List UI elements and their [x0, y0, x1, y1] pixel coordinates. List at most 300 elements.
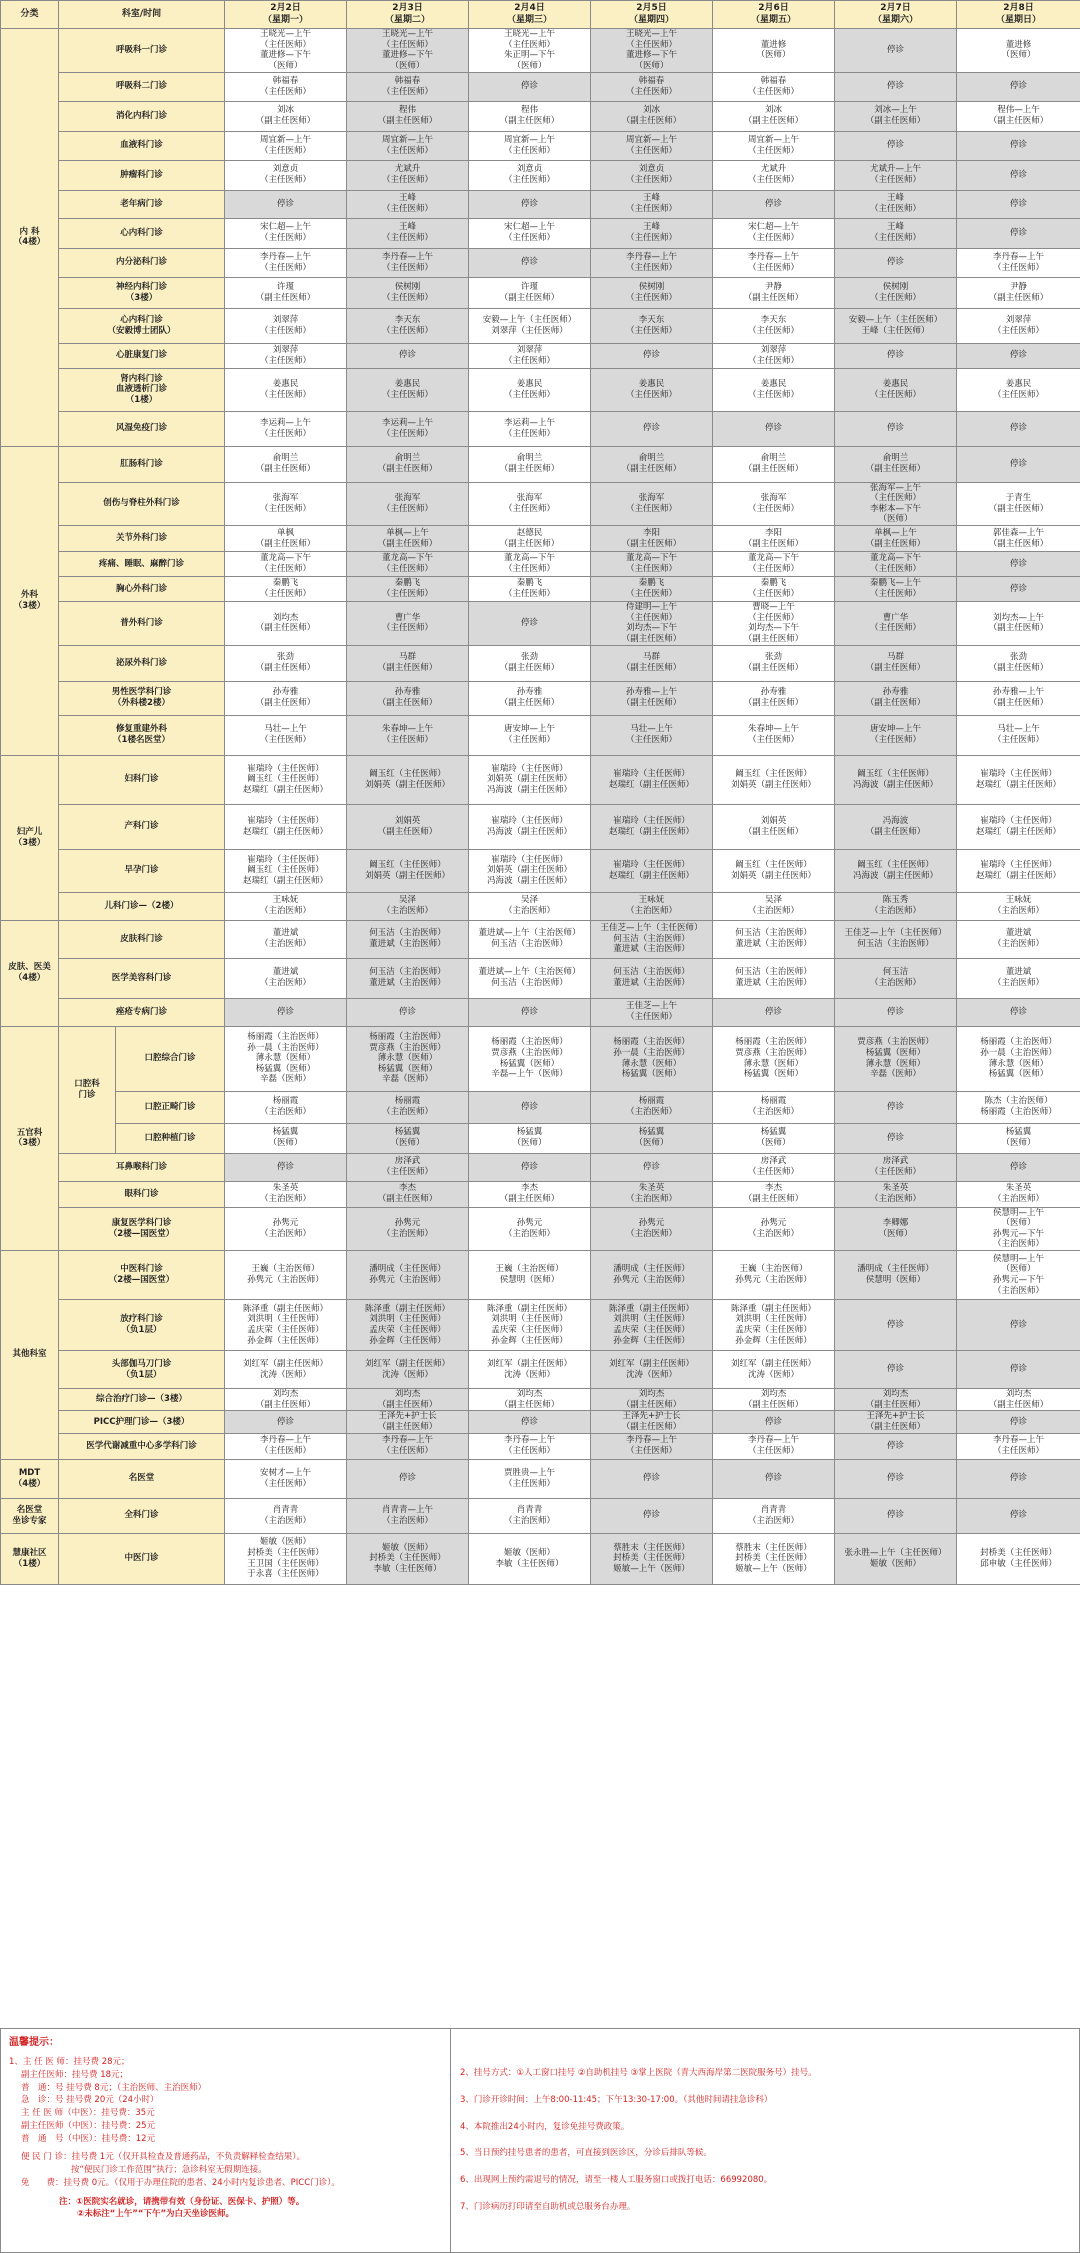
schedule-cell: 停诊 [469, 248, 591, 277]
schedule-cell: 何玉洁（主治医师） 董进斌（主治医师） [713, 958, 835, 998]
col-day: 2月5日 （星期四） [591, 1, 713, 29]
schedule-cell: 肖青青—上午 （主治医师） [347, 1498, 469, 1533]
schedule-cell: 杨猛翼 （医师） [713, 1123, 835, 1153]
schedule-cell: 刘翠萍 （主任医师） [469, 343, 591, 368]
schedule-cell: 停诊 [347, 343, 469, 368]
table-row [1, 131, 1080, 160]
schedule-cell: 董进斌—上午（主治医师） 何玉洁（主治医师） [469, 958, 591, 998]
schedule-cell: 刘翠萍 （主任医师） [225, 308, 347, 343]
dept-name: 中医科门诊 （2楼—国医堂） [59, 1251, 225, 1300]
notes-panel [0, 2028, 1080, 2253]
schedule-cell: 姜惠民 （主任医师） [469, 368, 591, 411]
schedule-cell: 崔瑞玲（主任医师） 阚玉红（主任医师） 赵瑞红（副主任医师） [225, 755, 347, 804]
table-row [1, 1026, 1080, 1091]
schedule-cell: 陈玉秀 （主治医师） [835, 892, 957, 920]
schedule-cell: 秦鹏飞 （主任医师） [469, 577, 591, 602]
table-row [1, 755, 1080, 804]
schedule-cell: 潘明成（主任医师） 孙隽元（主治医师） [591, 1251, 713, 1300]
schedule-cell: 停诊 [957, 1459, 1080, 1498]
schedule-cell: 孙寿雅—上午 （副主任医师） [591, 681, 713, 715]
schedule-cell: 董进修 （医师） [713, 29, 835, 73]
schedule-cell: 杨丽霞（主治医师） 贾彦燕（主治医师） 杨猛翼（医师） 辛磊—上午（医师） [469, 1026, 591, 1091]
table-row [1, 1459, 1080, 1498]
schedule-cell: 刘冰 （副主任医师） [713, 101, 835, 131]
registration-notes [452, 2029, 1079, 2252]
dept-name: 胸心外科门诊 [59, 577, 225, 602]
schedule-cell: 杨猛翼 （医师） [957, 1123, 1080, 1153]
schedule-cell: 宋仁超—上午 （主任医师） [713, 218, 835, 248]
schedule-cell: 刘均杰 （副主任医师） [835, 1389, 957, 1411]
table-row [1, 1300, 1080, 1351]
schedule-cell: 俞明兰 （副主任医师） [225, 446, 347, 482]
schedule-cell: 秦鹏飞 （主任医师） [225, 577, 347, 602]
schedule-cell: 崔瑞玲（主任医师） 刘娟英（副主任医师） 冯海波（副主任医师） [469, 755, 591, 804]
schedule-cell: 潘明成（主任医师） 侯慧明（医师） [835, 1251, 957, 1300]
schedule-cell: 贾胜贵—上午 （主任医师） [469, 1459, 591, 1498]
schedule-cell: 周宜新—上午 （主任医师） [225, 131, 347, 160]
table-row [1, 29, 1080, 73]
col-day: 2月2日 （星期一） [225, 1, 347, 29]
schedule-cell: 停诊 [225, 1153, 347, 1181]
schedule-cell: 李丹春—上午 （主任医师） [347, 1433, 469, 1459]
schedule-cell: 程伟—上午 （副主任医师） [957, 101, 1080, 131]
schedule-cell: 曹晓—上午 （主任医师） 刘均杰—下午 （副主任医师） [713, 602, 835, 646]
schedule-cell: 冯海波 （副主任医师） [835, 804, 957, 849]
schedule-cell: 姬敏（医师） 封桥美（主任医师） 王卫国（主任医师） 于永喜（主任医师） [225, 1533, 347, 1584]
schedule-cell: 陈杰（主治医师） 杨丽霞（主治医师） [957, 1091, 1080, 1123]
schedule-cell: 停诊 [957, 343, 1080, 368]
table-row [1, 482, 1080, 526]
col-day: 2月3日 （星期二） [347, 1, 469, 29]
schedule-cell: 停诊 [713, 411, 835, 446]
schedule-cell: 刘翠萍 （主任医师） [225, 343, 347, 368]
schedule-cell: 尤斌升—上午 （主任医师） [835, 160, 957, 190]
schedule-cell: 李丹春—上午 （主任医师） [957, 248, 1080, 277]
schedule-cell: 朱圣英 （主治医师） [835, 1181, 957, 1207]
schedule-cell: 周宜新—上午 （主任医师） [713, 131, 835, 160]
schedule-cell: 唐安坤—上午 （主任医师） [835, 715, 957, 755]
schedule-cell: 李丹春—上午 （主任医师） [713, 248, 835, 277]
schedule-cell: 杨丽霞（主治医师） 贾彦燕（主治医师） 薄永慧（医师） 杨猛翼（医师） [713, 1026, 835, 1091]
schedule-cell: 王巍（主治医师） 孙隽元（主治医师） [713, 1251, 835, 1300]
schedule-cell: 朱春坤—上午 （主任医师） [713, 715, 835, 755]
table-row [1, 1433, 1080, 1459]
schedule-cell: 吴泽 （主治医师） [713, 892, 835, 920]
schedule-cell: 停诊 [835, 1498, 957, 1533]
schedule-cell: 董龙高—下午 （主任医师） [591, 552, 713, 577]
schedule-cell: 崔瑞玲（主任医师） 阚玉红（主任医师） 赵瑞红（副主任医师） [225, 849, 347, 892]
dept-name: 医学美容科门诊 [59, 958, 225, 998]
schedule-cell: 停诊 [835, 1123, 957, 1153]
schedule-cell: 刘意贞 （主任医师） [591, 160, 713, 190]
dept-name: 消化内科门诊 [59, 101, 225, 131]
dept-name: 康复医学科门诊 （2楼—国医堂） [59, 1207, 225, 1251]
dept-name: 呼吸科二门诊 [59, 72, 225, 101]
schedule-cell: 停诊 [713, 1411, 835, 1433]
schedule-cell: 停诊 [469, 72, 591, 101]
schedule-cell: 李运莉—上午 （主任医师） [225, 411, 347, 446]
schedule-cell: 停诊 [957, 1498, 1080, 1533]
schedule-cell: 许瑾 （副主任医师） [225, 277, 347, 308]
table-row [1, 72, 1080, 101]
schedule-cell: 姜惠民 （主任医师） [347, 368, 469, 411]
schedule-cell: 周宜新—上午 （主任医师） [591, 131, 713, 160]
table-row [1, 1181, 1080, 1207]
schedule-cell: 俞明兰 （副主任医师） [469, 446, 591, 482]
schedule-cell: 李天东 （主任医师） [713, 308, 835, 343]
schedule-cell: 房泽武 （主任医师） [713, 1153, 835, 1181]
schedule-cell: 陈泽重（副主任医师） 刘洪明（主任医师） 孟庆荣（主任医师） 孙金辉（主任医师） [469, 1300, 591, 1351]
schedule-cell: 李杰 （副主任医师） [347, 1181, 469, 1207]
category-cell: 妇产儿 （3楼） [1, 755, 59, 920]
schedule-cell: 王佳芝—上午（主任医师） 何玉洁（主治医师） 董进斌（主治医师） [591, 920, 713, 958]
schedule-cell: 停诊 [591, 411, 713, 446]
schedule-cell: 马壮—上午 （主任医师） [225, 715, 347, 755]
schedule-cell: 俞明兰 （副主任医师） [347, 446, 469, 482]
schedule-cell: 王晓光—上午 （主任医师） 董进修—下午 （医师） [591, 29, 713, 73]
table-row [1, 681, 1080, 715]
dept-name: 神经内科门诊 （3楼） [59, 277, 225, 308]
schedule-cell: 刘娟英 （副主任医师） [713, 804, 835, 849]
schedule-cell: 王咏妩 （主治医师） [957, 892, 1080, 920]
schedule-cell: 王泽先+护士长 （副主任医师） [835, 1411, 957, 1433]
schedule-cell: 崔瑞玲（主任医师） 冯海波（副主任医师） [469, 804, 591, 849]
schedule-cell: 停诊 [225, 1411, 347, 1433]
schedule-cell: 马壮—上午 （主任医师） [591, 715, 713, 755]
schedule-cell: 阚玉红（主任医师） 刘娟英（副主任医师） [713, 849, 835, 892]
category-cell: 五官科 （3楼） [1, 1026, 59, 1251]
schedule-cell: 杨丽霞 （主治医师） [347, 1091, 469, 1123]
schedule-cell: 宋仁超—上午 （主任医师） [225, 218, 347, 248]
schedule-cell: 孙寿雅 （副主任医师） [469, 681, 591, 715]
schedule-cell: 秦鹏飞 （主任医师） [591, 577, 713, 602]
schedule-cell: 张海军 （主任医师） [591, 482, 713, 526]
schedule-cell: 孙寿雅—上午 （副主任医师） [957, 681, 1080, 715]
schedule-cell: 曹广华 （主任医师） [835, 602, 957, 646]
schedule-cell: 王峰 （主任医师） [347, 218, 469, 248]
schedule-cell: 李丹春—上午 （主任医师） [225, 1433, 347, 1459]
dept-name: 名医堂 [59, 1459, 225, 1498]
dept-name: 肾内科门诊 血液透析门诊 （1楼） [59, 368, 225, 411]
dept-name: 痤疮专病门诊 [59, 998, 225, 1026]
table-row [1, 308, 1080, 343]
schedule-cell: 李丹春—上午 （主任医师） [957, 1433, 1080, 1459]
dept-name: 修复重建外科 （1楼名医堂） [59, 715, 225, 755]
schedule-cell: 停诊 [469, 1153, 591, 1181]
schedule-cell: 王泽先+护士长 （副主任医师） [347, 1411, 469, 1433]
schedule-cell: 姬敏（医师） 封桥美（主任医师） 李敏（主任医师） [347, 1533, 469, 1584]
dept-name: 创伤与脊柱外科门诊 [59, 482, 225, 526]
table-row [1, 248, 1080, 277]
schedule-cell: 王晓光—上午 （主任医师） 董进修—下午 （医师） [347, 29, 469, 73]
table-row [1, 1153, 1080, 1181]
schedule-cell: 吴泽 （主治医师） [347, 892, 469, 920]
schedule-cell: 何玉洁（主治医师） 董进斌（主治医师） [347, 958, 469, 998]
dept-name: 妇科门诊 [59, 755, 225, 804]
schedule-cell: 刘冰 （副主任医师） [591, 101, 713, 131]
schedule-cell: 崔瑞玲（主任医师） 赵瑞红（副主任医师） [957, 804, 1080, 849]
schedule-cell: 停诊 [957, 190, 1080, 218]
fee-line: 普 通：号 挂号费 8元；（主治医师、主治医师） [21, 2082, 207, 2093]
schedule-cell: 停诊 [835, 1459, 957, 1498]
schedule-cell: 停诊 [835, 131, 957, 160]
table-row [1, 1351, 1080, 1389]
schedule-cell: 董进修 （医师） [957, 29, 1080, 73]
schedule-cell: 孙隽元 （主治医师） [225, 1207, 347, 1251]
table-row [1, 218, 1080, 248]
dept-name: 口腔正畸门诊 [116, 1091, 225, 1123]
table-row [1, 1498, 1080, 1533]
schedule-cell: 朱圣英 （主治医师） [957, 1181, 1080, 1207]
schedule-cell: 李天东 （主任医师） [591, 308, 713, 343]
schedule-cell: 董进斌 （主治医师） [957, 958, 1080, 998]
schedule-cell: 吴泽 （主治医师） [469, 892, 591, 920]
schedule-cell: 停诊 [469, 190, 591, 218]
schedule-cell: 何玉洁（主治医师） 董进斌（主治医师） [347, 920, 469, 958]
schedule-cell: 侯慧明—上午 （医师） 孙隽元—下午 （主治医师） [957, 1207, 1080, 1251]
dept-name: 疼痛、睡眠、麻醉门诊 [59, 552, 225, 577]
schedule-cell: 停诊 [347, 1459, 469, 1498]
schedule-cell: 韩福春 （主任医师） [225, 72, 347, 101]
schedule-cell: 李运莉—上午 （主任医师） [469, 411, 591, 446]
schedule-cell: 刘均杰 （副主任医师） [713, 1389, 835, 1411]
table-row [1, 277, 1080, 308]
schedule-cell: 停诊 [835, 343, 957, 368]
schedule-cell: 停诊 [957, 131, 1080, 160]
note-line: 3、门诊开诊时间：上午8:00-11:45；下午13:30-17:00。（其他时间请挂急诊科） [460, 2094, 773, 2105]
fee-line: 副主任医师（中医）：挂号费：25元 [21, 2120, 156, 2131]
schedule-cell: 肖青青 （主治医师） [225, 1498, 347, 1533]
schedule-cell: 郭佳森—上午 （副主任医师） [957, 526, 1080, 552]
schedule-cell: 停诊 [469, 998, 591, 1026]
schedule-cell: 杨猛翼 （医师） [469, 1123, 591, 1153]
schedule-cell: 陈泽重（副主任医师） 刘洪明（主任医师） 孟庆荣（主任医师） 孙金辉（主任医师） [225, 1300, 347, 1351]
schedule-cell: 安树才—上午 （主任医师） [225, 1459, 347, 1498]
schedule-cell: 李卿娜 （医师） [835, 1207, 957, 1251]
schedule-cell: 停诊 [347, 998, 469, 1026]
table-row [1, 446, 1080, 482]
schedule-cell: 张海军 （主任医师） [347, 482, 469, 526]
schedule-cell: 封桥美（主任医师） 邱申敏（主任医师） [957, 1533, 1080, 1584]
schedule-cell: 张劲 （副主任医师） [713, 645, 835, 681]
schedule-cell: 房泽武 （主任医师） [347, 1153, 469, 1181]
schedule-cell: 周宜新—上午 （主任医师） [469, 131, 591, 160]
schedule-cell: 停诊 [469, 602, 591, 646]
schedule-cell: 刘红军（副主任医师） 沈涛（医师） [713, 1351, 835, 1389]
schedule-cell: 姜惠民 （主任医师） [225, 368, 347, 411]
dept-name: 血液科门诊 [59, 131, 225, 160]
schedule-cell: 姬敏（医师） 李敏（主任医师） [469, 1533, 591, 1584]
category-cell: 其他科室 [1, 1251, 59, 1460]
schedule-cell: 程伟 （副主任医师） [347, 101, 469, 131]
schedule-cell: 停诊 [835, 1300, 957, 1351]
dept-name: 心内科门诊 （安毅博士团队） [59, 308, 225, 343]
schedule-cell: 停诊 [957, 1300, 1080, 1351]
fee-line: 急 诊：号 挂号费 20元（24小时） [21, 2095, 159, 2106]
schedule-cell: 何玉洁（主治医师） 董进斌（主治医师） [591, 958, 713, 998]
schedule-cell: 刘娟英 （副主任医师） [347, 804, 469, 849]
schedule-cell: 董龙高—下午 （主任医师） [347, 552, 469, 577]
schedule-cell: 何玉洁 （主治医师） [835, 958, 957, 998]
dept-name: 耳鼻喉科门诊 [59, 1153, 225, 1181]
schedule-cell: 阚玉红（主任医师） 刘娟英（副主任医师） [347, 849, 469, 892]
schedule-cell: 王晓光—上午 （主任医师） 朱正明—下午 （医师） [469, 29, 591, 73]
schedule-cell: 停诊 [469, 1091, 591, 1123]
schedule-cell: 刘均杰 （副主任医师） [591, 1389, 713, 1411]
schedule-cell: 朱圣英 （主治医师） [225, 1181, 347, 1207]
table-row [1, 715, 1080, 755]
dept-name: 泌尿外科门诊 [59, 645, 225, 681]
schedule-cell: 孙寿雅 （副主任医师） [347, 681, 469, 715]
schedule-cell: 董进斌—上午（主治医师） 何玉洁（主治医师） [469, 920, 591, 958]
schedule-cell: 尤斌升 （主任医师） [347, 160, 469, 190]
schedule-cell: 肖青青 （主治医师） [469, 1498, 591, 1533]
schedule-cell: 何玉洁（主治医师） 董进斌（主治医师） [713, 920, 835, 958]
schedule-cell: 李天东 （主任医师） [347, 308, 469, 343]
schedule-cell: 杨丽霞（主治医师） 贾彦燕（主治医师） 薄永慧（医师） 杨猛翼（医师） 辛磊（医师） [347, 1026, 469, 1091]
schedule-cell: 杨猛翼 （医师） [591, 1123, 713, 1153]
schedule-cell: 杨丽霞（主治医师） 孙一晨（主治医师） 薄永慧（医师） 杨猛翼（医师） [957, 1026, 1080, 1091]
dept-name: 心脏康复门诊 [59, 343, 225, 368]
schedule-cell: 张海军 （主任医师） [469, 482, 591, 526]
dept-name: 放疗科门诊 （负1层） [59, 1300, 225, 1351]
schedule-cell: 马壮—上午 （主任医师） [957, 715, 1080, 755]
schedule-cell: 刘意贞 （主任医师） [225, 160, 347, 190]
schedule-cell: 李运莉—上午 （主任医师） [347, 411, 469, 446]
schedule-cell: 王咏妩 （主治医师） [591, 892, 713, 920]
table-row [1, 1251, 1080, 1300]
dept-name: 口腔综合门诊 [116, 1026, 225, 1091]
schedule-cell: 王晓光—上午 （主任医师） 董进修—下午 （医师） [225, 29, 347, 73]
dept-name: 综合治疗门诊—（3楼） [59, 1389, 225, 1411]
table-row [1, 645, 1080, 681]
schedule-cell: 杨丽霞 （主治医师） [591, 1091, 713, 1123]
schedule-cell: 王峰 （主任医师） [835, 218, 957, 248]
schedule-cell: 韩福春 （主任医师） [347, 72, 469, 101]
table-row [1, 804, 1080, 849]
schedule-cell: 崔瑞玲（主任医师） 赵瑞红（副主任医师） [591, 804, 713, 849]
schedule-cell: 停诊 [225, 998, 347, 1026]
schedule-cell: 侯树刚 （主任医师） [591, 277, 713, 308]
schedule-cell: 孙寿雅 （副主任医师） [835, 681, 957, 715]
schedule-cell: 王巍（主治医师） 侯慧明（医师） [469, 1251, 591, 1300]
schedule-cell: 俞明兰 （副主任医师） [713, 446, 835, 482]
dept-name: PICC护理门诊—（3楼） [59, 1411, 225, 1433]
dept-name: 口腔种植门诊 [116, 1123, 225, 1153]
schedule-cell: 刘翠萍 （主任医师） [713, 343, 835, 368]
schedule-cell: 姜惠民 （主任医师） [835, 368, 957, 411]
fee-line: 普 通 号（中医）：挂号费：12元 [21, 2133, 156, 2144]
dept-name: 中医门诊 [59, 1533, 225, 1584]
schedule-cell: 崔瑞玲（主任医师） 刘娟英（副主任医师） 冯海波（副主任医师） [469, 849, 591, 892]
schedule-cell: 房泽武 （主任医师） [835, 1153, 957, 1181]
schedule-cell: 崔瑞玲（主任医师） 赵瑞红（副主任医师） [957, 755, 1080, 804]
note-line: 2、挂号方式：①人工窗口挂号 ②自助机挂号 ③掌上医院（青大西海岸第二医院服务号）挂号。 [460, 2068, 817, 2078]
dept-name: 产科门诊 [59, 804, 225, 849]
schedule-cell: 陈泽重（副主任医师） 刘洪明（主任医师） 孟庆荣（主任医师） 孙金辉（主任医师） [713, 1300, 835, 1351]
schedule-cell: 马群 （副主任医师） [591, 645, 713, 681]
schedule-cell: 停诊 [957, 577, 1080, 602]
table-row [1, 577, 1080, 602]
schedule-cell: 停诊 [957, 411, 1080, 446]
schedule-cell: 董龙高—下午 （主任医师） [835, 552, 957, 577]
schedule-cell: 姜惠民 （主任医师） [591, 368, 713, 411]
schedule-cell: 王峰 （主任医师） [835, 190, 957, 218]
schedule-cell: 程伟 （副主任医师） [469, 101, 591, 131]
schedule-cell: 刘均杰 （副主任医师） [469, 1389, 591, 1411]
table-row [1, 160, 1080, 190]
dept-name: 心内科门诊 [59, 218, 225, 248]
schedule-cell: 蔡胜末（主任医师） 封桥美（主任医师） 姬敏—上午（医师） [713, 1533, 835, 1584]
schedule-cell: 刘红军（副主任医师） 沈涛（医师） [347, 1351, 469, 1389]
category-cell: 皮肤、医美 （4楼） [1, 920, 59, 1026]
schedule-cell: 停诊 [591, 343, 713, 368]
dept-name: 全科门诊 [59, 1498, 225, 1533]
table-row [1, 1533, 1080, 1584]
schedule-cell: 俞明兰 （副主任医师） [835, 446, 957, 482]
schedule-cell: 张劲 （副主任医师） [957, 645, 1080, 681]
schedule-cell: 杨丽霞 （主治医师） [713, 1091, 835, 1123]
schedule-cell: 李丹春—上午 （主任医师） [469, 1433, 591, 1459]
schedule-cell: 俞明兰 （副主任医师） [591, 446, 713, 482]
dept-name: 皮肤科门诊 [59, 920, 225, 958]
schedule-cell: 侯树刚 （主任医师） [347, 277, 469, 308]
schedule-cell: 孙隽元 （主治医师） [591, 1207, 713, 1251]
schedule-cell: 张海军 （主任医师） [713, 482, 835, 526]
schedule-cell: 停诊 [591, 1498, 713, 1533]
schedule-cell: 王佳芝—上午（主任医师） 何玉洁（主治医师） [835, 920, 957, 958]
note-line: 7、门诊病历打印请至自助机或总服务台办理。 [460, 2201, 636, 2212]
schedule-cell: 停诊 [835, 29, 957, 73]
schedule-cell: 姜惠民 （主任医师） [957, 368, 1080, 411]
schedule-cell: 张劲 （副主任医师） [469, 645, 591, 681]
footnote: ②未标注“上午”“下午”为白天坐诊医师。 [77, 2209, 235, 2220]
dept-name: 肿瘤科门诊 [59, 160, 225, 190]
schedule-cell: 刘均杰 （副主任医师） [347, 1389, 469, 1411]
table-row [1, 552, 1080, 577]
dept-name: 早孕门诊 [59, 849, 225, 892]
col-day: 2月4日 （星期三） [469, 1, 591, 29]
schedule-cell: 杨丽霞（主治医师） 孙一晨（主治医师） 薄永慧（医师） 杨猛翼（医师） [591, 1026, 713, 1091]
dept-name: 关节外科门诊 [59, 526, 225, 552]
schedule-cell: 停诊 [957, 160, 1080, 190]
note-line: 5、当日预约挂号患者的患者，可直接到医诊区，分诊后排队等候。 [460, 2148, 712, 2159]
free-line: 免 费：挂号费 0元。（仅用于办理住院的患者、24小时内复诊患者、PICC门诊）。 [21, 2177, 340, 2188]
schedule-cell: 董龙高—下午 （主任医师） [469, 552, 591, 577]
table-row [1, 998, 1080, 1026]
schedule-cell: 单枫—上午 （副主任医师） [347, 526, 469, 552]
dept-name: 眼科门诊 [59, 1181, 225, 1207]
schedule-cell: 李杰 （副主任医师） [469, 1181, 591, 1207]
schedule-cell: 潘明成（主任医师） 孙隽元（主治医师） [347, 1251, 469, 1300]
convenience-line: 按“便民门诊工作范围”执行；急诊科室无假期连接。 [71, 2165, 267, 2175]
table-row [1, 849, 1080, 892]
schedule-cell: 李丹春—上午 （主任医师） [713, 1433, 835, 1459]
dept-name: 呼吸科一门诊 [59, 29, 225, 73]
schedule-cell: 张劲 （副主任医师） [225, 645, 347, 681]
schedule-cell: 于青生 （副主任医师） [957, 482, 1080, 526]
dept-name: 普外科门诊 [59, 602, 225, 646]
schedule-cell: 王泽先+护士长 （副主任医师） [591, 1411, 713, 1433]
schedule-cell: 刘均杰 （副主任医师） [957, 1389, 1080, 1411]
schedule-cell: 蔡胜末（主任医师） 封桥美（主任医师） 姬敏—上午（医师） [591, 1533, 713, 1584]
col-day: 2月7日 （星期六） [835, 1, 957, 29]
fee-line: 主 任 医 师（中医）：挂号费：35元 [21, 2108, 155, 2118]
schedule-cell: 张永胜—上午（主任医师） 姬敏（医师） [835, 1533, 957, 1584]
category-cell: 慧康社区 （1楼） [1, 1533, 59, 1584]
table-row [1, 892, 1080, 920]
schedule-cell: 王峰 （主任医师） [591, 190, 713, 218]
